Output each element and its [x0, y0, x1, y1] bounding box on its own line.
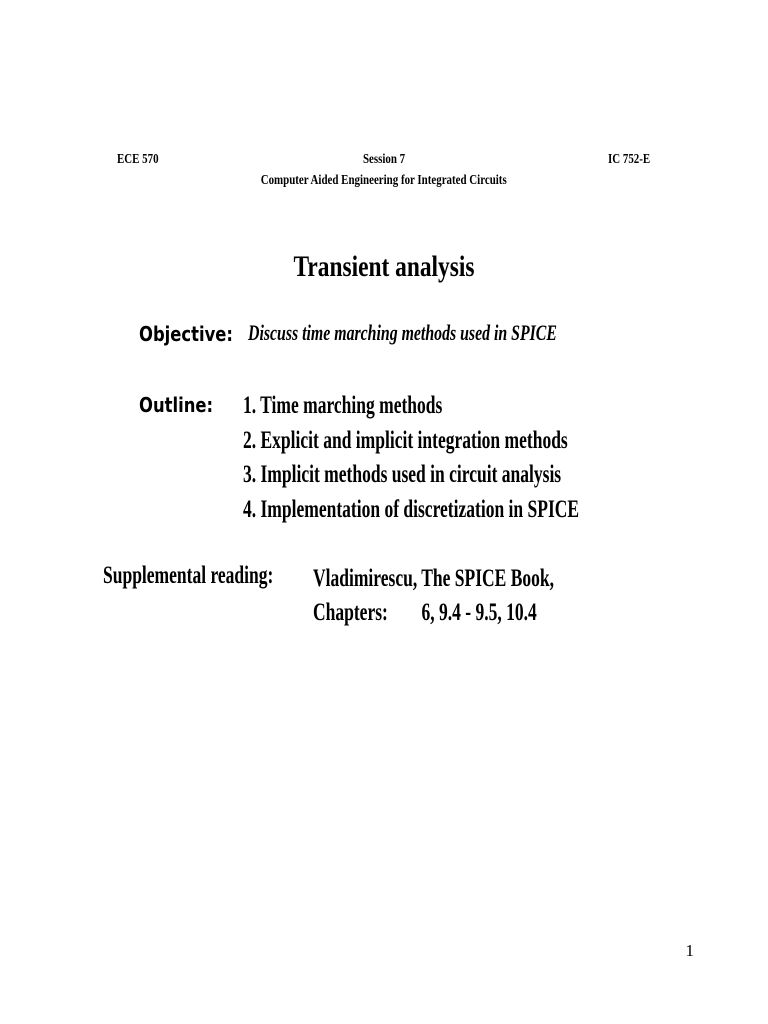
- header-room: IC 752-E: [608, 152, 651, 167]
- outline-label: Outline:: [139, 393, 214, 417]
- supplemental-chapters-row: [313, 596, 657, 630]
- header-course-code: ECE 570: [117, 152, 159, 167]
- outline-item: 1. Time marching methods: [243, 392, 443, 419]
- chapters-list: 6, 9.4 - 9.5, 10.4: [421, 599, 537, 626]
- supplemental-book: Vladimirescu, The SPICE Book,: [313, 565, 554, 592]
- objective-label: Objective:: [139, 322, 233, 346]
- supplemental-reading: [313, 562, 657, 630]
- chapters-label: Chapters:: [313, 599, 388, 626]
- page-title: Transient analysis: [293, 250, 475, 283]
- objective-text: Discuss time marching methods used in SPICE: [248, 320, 557, 345]
- outline-item: 2. Explicit and implicit integration methods: [243, 426, 568, 454]
- supplemental-label: Supplemental reading:: [103, 562, 274, 589]
- outline-list: [243, 389, 723, 527]
- outline-item: 3. Implicit methods used in circuit analysis: [243, 461, 562, 488]
- page-number: 1: [685, 941, 694, 960]
- header-session: Session 7: [362, 152, 406, 167]
- outline-item: 4. Implementation of discretization in SPICE: [243, 495, 580, 523]
- course-title: Computer Aided Engineering for Integrated Circuits: [260, 173, 507, 188]
